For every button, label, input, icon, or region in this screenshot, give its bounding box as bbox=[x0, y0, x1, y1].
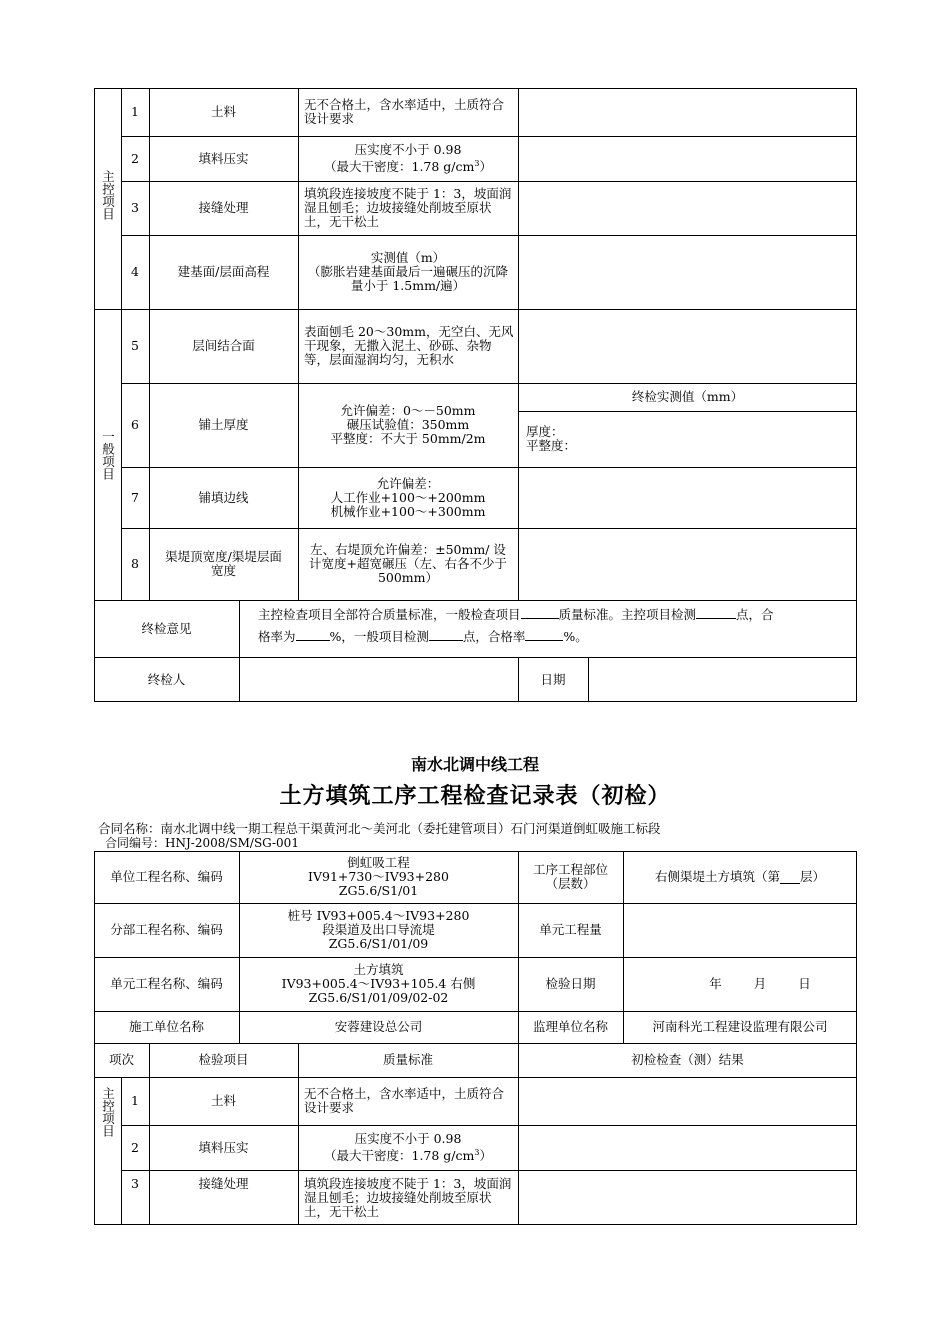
row-item: 建基面/层面高程 bbox=[177, 264, 270, 279]
value-line: ZG5.6/S1/01/09/02-02 bbox=[308, 990, 449, 1005]
contractor-value: 安蓉建设总公司 bbox=[334, 1019, 423, 1034]
unit-quantity-field[interactable] bbox=[623, 903, 857, 957]
col-item-no: 项次 bbox=[108, 1052, 134, 1067]
row-item: 层间结合面 bbox=[192, 338, 255, 353]
form-title: 土方填筑工序工程检查记录表（初检） bbox=[279, 784, 671, 809]
unit-quantity-label: 单元工程量 bbox=[539, 922, 602, 937]
standard-line: 人工作业+100～+200mm bbox=[330, 489, 486, 505]
unit-project-value bbox=[239, 851, 518, 903]
standard-line: 实测值（m） bbox=[370, 250, 446, 265]
sub-project-label: 分部工程名称、编码 bbox=[110, 922, 223, 937]
row-no: 7 bbox=[131, 489, 139, 505]
final-opinion-text[interactable]: 主控检查项目全部符合质量标准，一般检查项目 质量标准。主控项目检测 点，合 格率为 %，一般项目检测 点，合格率 %。 bbox=[258, 607, 774, 644]
row-no: 2 bbox=[131, 1139, 139, 1155]
row-standard bbox=[298, 1125, 518, 1170]
row-item: 土料 bbox=[210, 1093, 236, 1108]
contract-name: 合同名称：南水北调中线一期工程总干渠黄河北～美河北（委托建管项目）石门河渠道倒虹吸施工标段 bbox=[98, 821, 661, 836]
row-no: 2 bbox=[131, 150, 139, 166]
row-item: 填料压实 bbox=[198, 150, 249, 166]
standard-line: 机械作业+100～+300mm bbox=[330, 503, 486, 519]
row-standard: 填筑段连接坡度不陡于 1：3，坡面润湿且刨毛；边坡接缝处削坡至原状土，无干松土 bbox=[304, 186, 512, 229]
inspector-field[interactable] bbox=[239, 657, 518, 702]
unit-project-label: 单位工程名称、编码 bbox=[110, 869, 223, 884]
row-no: 3 bbox=[131, 200, 139, 215]
row-item: 渠堤顶宽度/渠堤层面宽度 bbox=[165, 549, 282, 578]
row-standard: 无不合格土，含水率适中，土质符合设计要求 bbox=[304, 97, 505, 126]
final-opinion-label: 终检意见 bbox=[141, 620, 192, 636]
blank-field[interactable] bbox=[780, 871, 800, 884]
day-label: 日 bbox=[798, 976, 811, 991]
date-label: 日期 bbox=[540, 671, 566, 687]
inspector-label: 终检人 bbox=[147, 671, 186, 687]
supervisor-value: 河南科光工程建设监理有限公司 bbox=[652, 1019, 828, 1034]
main-items-label: 主控项目 bbox=[100, 1087, 116, 1137]
date-field[interactable] bbox=[588, 657, 857, 702]
value-line: 倒虹吸工程 bbox=[347, 855, 410, 870]
sub-project-value bbox=[239, 903, 518, 957]
standard-line: 平整度：不大于 50mm/2m bbox=[330, 431, 486, 446]
standard-line: （最大干密度：1.78 $g/cm^3$） bbox=[324, 158, 492, 175]
row-no: 1 bbox=[131, 1093, 139, 1108]
value-line: ZG5.6/S1/01 bbox=[338, 883, 419, 898]
row-standard: 左、右堤顶允许偏差：±50mm/ 设计宽度+超宽碾压（左、右各不少于 500mm） bbox=[309, 542, 507, 585]
row-standard bbox=[298, 467, 518, 528]
row-no: 5 bbox=[131, 338, 139, 353]
value-line: ZG5.6/S1/01/09 bbox=[328, 936, 429, 951]
contractor-label: 施工单位名称 bbox=[128, 1019, 204, 1034]
inspect-date-label: 检验日期 bbox=[545, 976, 596, 991]
supervisor-label: 监理单位名称 bbox=[532, 1019, 608, 1034]
row-standard bbox=[298, 383, 518, 467]
row-standard bbox=[298, 136, 518, 181]
row-item: 接缝处理 bbox=[198, 200, 249, 215]
row-no: 1 bbox=[131, 104, 139, 119]
blank-field[interactable] bbox=[429, 628, 463, 641]
contract-number: 合同编号：HNJ-2008/SM/SG-001 bbox=[105, 836, 299, 850]
value-line: 段渠道及出口导流堤 bbox=[322, 922, 435, 937]
value-line: IV93+005.4～IV93+105.4 右侧 bbox=[281, 976, 476, 991]
month-label: 月 bbox=[753, 976, 767, 991]
row-item: 填料压实 bbox=[198, 1139, 249, 1155]
general-items-label: 一般项目 bbox=[100, 430, 116, 480]
standard-line: 允许偏差：0～－50mm bbox=[340, 403, 476, 418]
row-no: 3 bbox=[131, 1176, 139, 1191]
blank-field[interactable] bbox=[521, 606, 559, 619]
project-subtitle: 南水北调中线工程 bbox=[410, 755, 539, 774]
row-standard: 无不合格土，含水率适中，土质符合设计要求 bbox=[304, 1086, 505, 1115]
process-part-value[interactable]: 右侧渠堤土方填筑（第 层） bbox=[654, 869, 826, 884]
process-part-label: 工序工程部位（层数） bbox=[532, 862, 608, 891]
main-items-label: 主控项目 bbox=[100, 170, 116, 220]
result-header: 终检实测值（mm） bbox=[631, 389, 744, 404]
result-values[interactable] bbox=[518, 411, 857, 467]
row-item: 接缝处理 bbox=[198, 1176, 249, 1191]
row-standard: 表面刨毛 20～30mm，无空白、无风干现象，无撒入泥土、砂砾、杂物等，层面湿润均匀，无积水 bbox=[304, 324, 514, 367]
blank-field[interactable] bbox=[525, 628, 563, 641]
row-item: 铺填边线 bbox=[198, 489, 249, 505]
standard-line: （膨胀岩建基面最后一遍碾压的沉降量小于 1.5mm/遍） bbox=[307, 264, 508, 293]
value-line: IV91+730～IV93+280 bbox=[308, 869, 449, 884]
blank-field[interactable] bbox=[696, 606, 736, 619]
value-line: 土方填筑 bbox=[353, 962, 404, 977]
row-item: 铺土厚度 bbox=[198, 417, 249, 432]
flatness-label: 平整度： bbox=[526, 438, 577, 453]
row-no: 6 bbox=[131, 417, 139, 432]
row-no: 8 bbox=[131, 556, 139, 571]
inspect-date-field[interactable] bbox=[623, 957, 857, 1011]
standard-line: 碾压试验值：350mm bbox=[346, 417, 470, 432]
standard-line: 压实度不小于 0.98 bbox=[354, 1130, 462, 1146]
col-result: 初检检查（测）结果 bbox=[631, 1052, 744, 1067]
row-standard bbox=[298, 235, 518, 309]
element-label: 单元工程名称、编码 bbox=[110, 976, 223, 991]
row-standard: 填筑段连接坡度不陡于 1：3，坡面润湿且刨毛；边坡接缝处削坡至原状土，无干松土 bbox=[304, 1175, 512, 1219]
standard-line: （最大干密度：1.78 $g/cm^3$） bbox=[324, 1147, 492, 1164]
year-label: 年 bbox=[709, 976, 722, 991]
col-item: 检验项目 bbox=[198, 1052, 249, 1067]
value-line: 桩号 IV93+005.4～IV93+280 bbox=[287, 908, 470, 923]
row-no: 4 bbox=[131, 264, 139, 279]
row-item: 土料 bbox=[210, 104, 236, 119]
blank-field[interactable] bbox=[296, 628, 330, 641]
col-standard: 质量标准 bbox=[382, 1052, 433, 1067]
thickness-label: 厚度： bbox=[526, 424, 564, 439]
element-value bbox=[239, 957, 518, 1011]
standard-line: 压实度不小于 0.98 bbox=[354, 141, 462, 157]
standard-line: 允许偏差： bbox=[376, 475, 440, 491]
